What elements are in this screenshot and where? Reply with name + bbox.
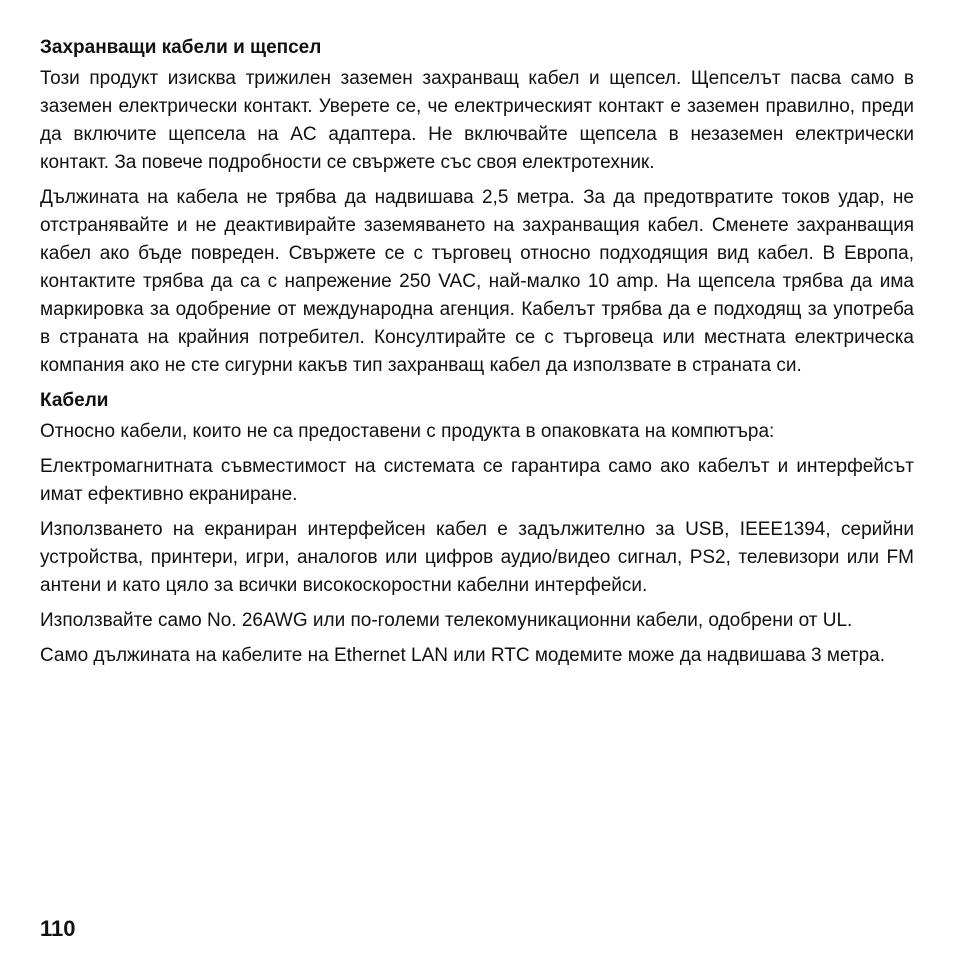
paragraph: Относно кабели, които не са предоставени с продукта в опаковката на компютъра: — [40, 421, 775, 442]
paragraph: Дължината на кабела не трябва да надвишава 2,5 метра. За да предотвратите токов удар, не отстранявайте и не деактивирайте заземяването на захранващия кабел. Сменете захранващия кабел ако бъде повреден. Свържете се с търговец относно подходящия вид кабел. В Европа, контактите трябва да са с напрежение 250 VAC, най-малко 10 amp. На щепсела трябва да има маркировка за одобрение от международна агенция. Кабелът трябва да е подходящ за употреба в страната на крайния потребител. Консултирайте се с търговеца или местната електрическа компания ако не сте сигурни какъв тип захранващ кабел да използвате в страната си. — [40, 187, 914, 376]
paragraph: Този продукт изисква трижилен заземен захранващ кабел и щепсел. Щепселът пасва само в заземен електрически контакт. Уверете се, че електрическият контакт е заземен правилно, преди да включите щепсела на AC адаптера. Не включвайте щепсела в незаземен електрически контакт. За повече подробности се свържете със своя електротехник. — [40, 68, 914, 173]
paragraph: Електромагнитната съвместимост на системата се гарантира само ако кабелът и интерфейсът имат ефективно екраниране. — [40, 456, 914, 505]
paragraph: Използването на екраниран интерфейсен кабел е задължително за USB, IEEE1394, серийни устройства, принтери, игри, аналогов или цифров аудио/видео сигнал, PS2, телевизори или FM антени и като цяло за всички високоскоростни кабелни интерфейси. — [40, 519, 914, 596]
section-heading-power-cords: Захранващи кабели и щепсел — [40, 37, 322, 58]
paragraph: Само дължината на кабелите на Ethernet LAN или RTC модемите може да надвишава 3 метра. — [40, 645, 885, 666]
document-page — [40, 34, 914, 677]
paragraph: Използвайте само No. 26AWG или по-големи телекомуникационни кабели, одобрени от UL. — [40, 610, 853, 631]
page-number: 110 — [40, 916, 76, 941]
section-heading-cables: Кабели — [40, 390, 109, 411]
